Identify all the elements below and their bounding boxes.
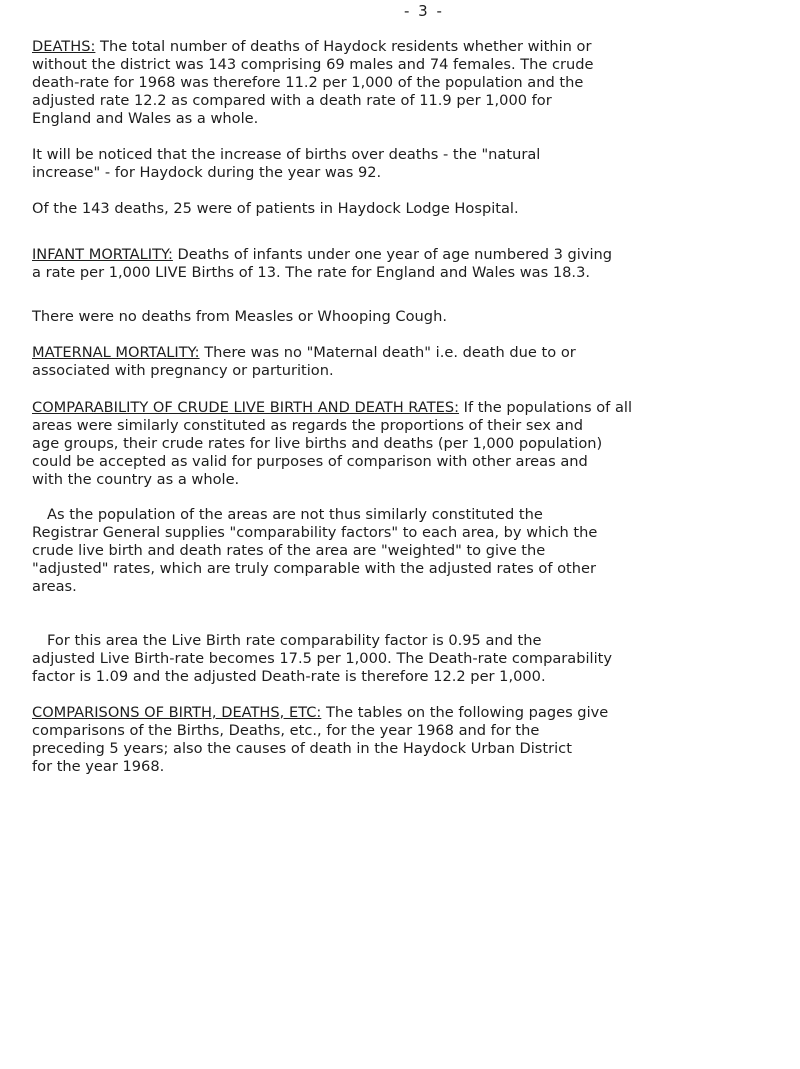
comparability-paragraph: COMPARABILITY OF CRUDE LIVE BIRTH AND DEATH RATES: If the populations of all areas were similarly constituted as regards the proportions of their sex and age groups, their crude rates for live births and deaths (per 1,000 population) could be accepted as valid for purposes of comparison with other areas and with the country as a whole. xyxy=(32,399,632,488)
maternal-mortality-heading: MATERNAL MORTALITY: xyxy=(32,344,200,361)
comparability-heading: COMPARABILITY OF CRUDE LIVE BIRTH AND DEATH RATES: xyxy=(32,399,460,416)
comparisons-heading: COMPARISONS OF BIRTH, DEATHS, ETC: xyxy=(32,704,322,721)
maternal-mortality-paragraph: MATERNAL MORTALITY: There was no "Maternal death" i.e. death due to or associated with pregnancy or parturition. xyxy=(32,344,576,379)
infant-mortality-heading: INFANT MORTALITY: xyxy=(32,246,173,263)
deaths-heading: DEATHS: xyxy=(32,38,96,55)
hospital-paragraph: Of the 143 deaths, 25 were of patients in Haydock Lodge Hospital. xyxy=(32,200,519,217)
natural-increase-paragraph: It will be noticed that the increase of births over deaths - the "natural increase" - for Haydock during the year was 92. xyxy=(32,146,541,181)
factors-paragraph: For this area the Live Birth rate comparability factor is 0.95 and the adjusted Live Birth-rate becomes 17.5 per 1,000. The Death-rate comparability factor is 1.09 and the adjusted Death-rate is therefore 12.2 per 1,000. xyxy=(32,632,613,685)
page-number: - 3 - xyxy=(404,2,444,20)
comparisons-paragraph: COMPARISONS OF BIRTH, DEATHS, ETC: The tables on the following pages give comparisons of the Births, Deaths, etc., for the year 1968 and for the preceding 5 years; also the causes of death in the Haydock Urban District for the year 1968. xyxy=(32,704,609,775)
deaths-paragraph: DEATHS: The total number of deaths of Haydock residents whether within or without the district was 143 comprising 69 males and 74 females. The crude death-rate for 1968 was therefore 11.2 per 1,000 of the population and the adjusted rate 12.2 as compared with a death rate of 11.9 per 1,000 for England and Wales as a whole. xyxy=(32,38,594,127)
infant-mortality-paragraph: INFANT MORTALITY: Deaths of infants under one year of age numbered 3 giving a rate per 1,000 LIVE Births of 13. The rate for England and Wales was 18.3. xyxy=(32,246,613,281)
measles-paragraph: There were no deaths from Measles or Whooping Cough. xyxy=(32,308,447,325)
registrar-paragraph: As the population of the areas are not thus similarly constituted the Registrar General supplies "comparability factors" to each area, by which the crude live birth and death rates of the area are "weighted" to give the "adjusted" rates, which are truly comparable with the adjusted rates of other areas. xyxy=(32,506,598,595)
